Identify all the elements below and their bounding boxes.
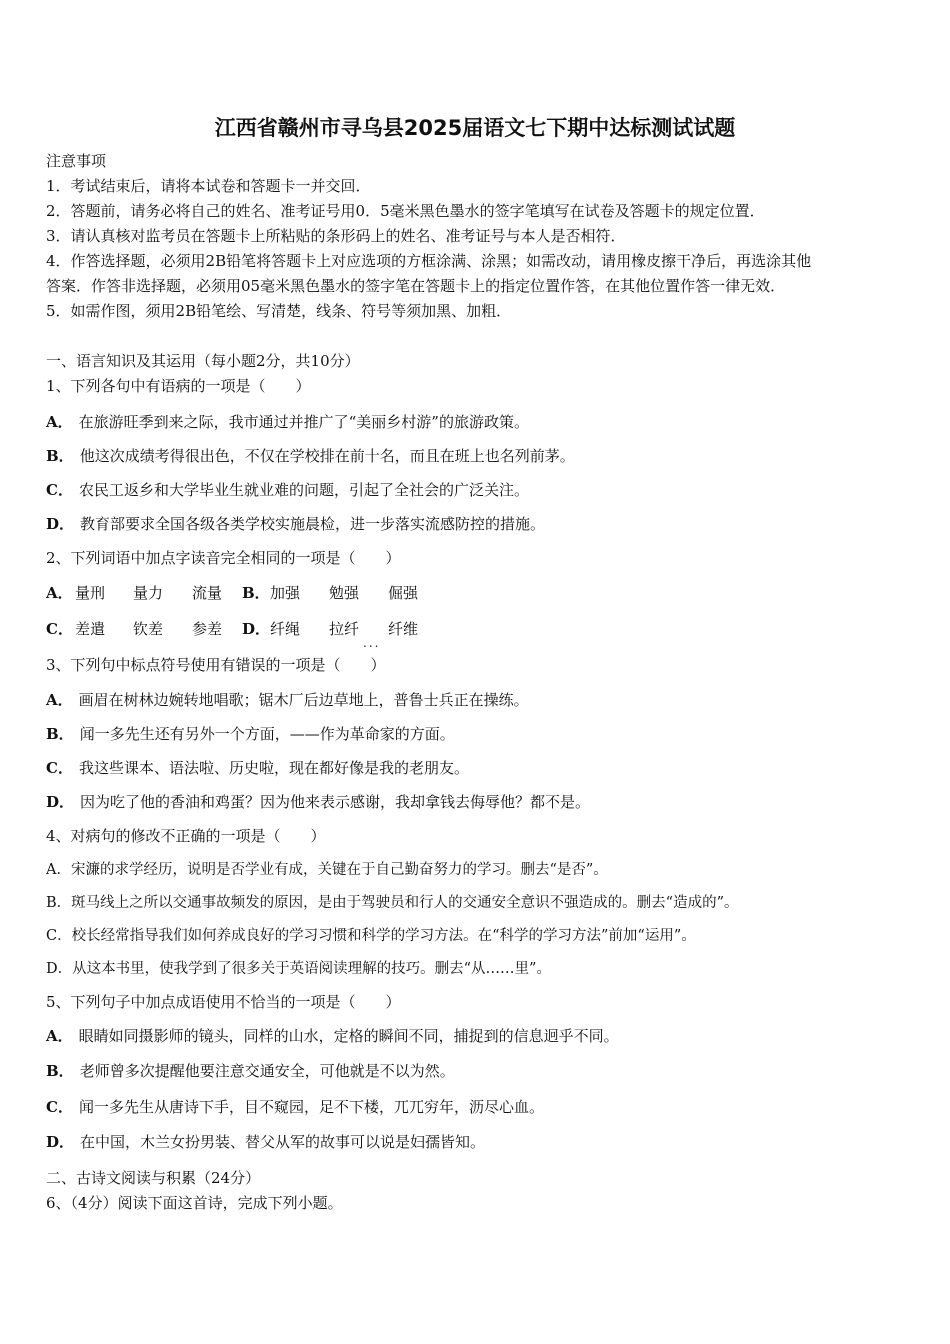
- option-b: B．: [242, 584, 270, 602]
- notice-item: 5．如需作图，须用2B铅笔绘、写清楚，线条、符号等须加黑、加粗．: [46, 302, 512, 320]
- word: 纤维: [388, 620, 419, 638]
- question-stem: 6、（4分）阅读下面这首诗，完成下列小题。: [46, 1194, 343, 1212]
- emphasis-dots: ...: [363, 636, 381, 650]
- option-b: B． 闻一多先生还有另外一个方面，——作为革命家的方面。: [46, 725, 455, 743]
- section-heading: 二、古诗文阅读与积累（24分）: [46, 1169, 261, 1187]
- notice-item: 2．答题前，请务必将自己的姓名、准考证号用0．5毫米黑色墨水的签字笔填写在试卷及答题卡的规定位置．: [46, 202, 765, 220]
- word: 差遣: [75, 620, 106, 638]
- notice-item: 3．请认真核对监考员在答题卡上所粘贴的条形码上的姓名、准考证号与本人是否相符．: [46, 227, 626, 245]
- option-c: C． 闻一多先生从唐诗下手，目不窥园，足不下楼，兀兀穷年，沥尽心血。: [46, 1098, 544, 1116]
- notice-item: 4．作答选择题，必须用2B铅笔将答题卡上对应选项的方框涂满、涂黑；如需改动，请用橡皮擦干净后，再选涂其他: [46, 252, 812, 270]
- section-heading: 一、语言知识及其运用（每小题2分，共10分）: [46, 352, 360, 370]
- option-b: B． 老师曾多次提醒他要注意交通安全，可他就是不以为然。: [46, 1062, 455, 1080]
- option-a: A． 眼睛如同摄影师的镜头，同样的山水，定格的瞬间不同，捕捉到的信息迥乎不同。: [46, 1027, 619, 1045]
- question-stem: 3、下列句中标点符号使用有错误的一项是（ ）: [46, 656, 386, 674]
- word: 倔强: [388, 584, 419, 602]
- word: 钦差: [133, 620, 164, 638]
- word: 拉纤: [329, 620, 360, 638]
- option-d: D．: [242, 620, 271, 638]
- option-d: D． 在中国，木兰女扮男装、替父从军的故事可以说是妇孺皆知。: [46, 1133, 486, 1151]
- notice-item: 1．考试结束后，请将本试卷和答题卡一并交回．: [46, 177, 371, 195]
- option-b: B．斑马线上之所以交通事故频发的原因，是由于驾驶员和行人的交通安全意识不强造成的。删去“造成的”。: [46, 895, 739, 911]
- notice-heading: 注意事项: [46, 152, 107, 170]
- option-b: B． 他这次成绩考得很出色，不仅在学校排在前十名，而且在班上也名列前茅。: [46, 447, 575, 465]
- option-a: A． 在旅游旺季到来之际，我市通过并推广了“美丽乡村游”的旅游政策。: [46, 413, 529, 431]
- option-a: A． 画眉在树林边婉转地唱歌；锯木厂后边草地上，普鲁士兵正在操练。: [46, 691, 529, 709]
- question-stem: 5、下列句子中加点成语使用不恰当的一项是（ ）: [46, 993, 401, 1011]
- option-c: C．校长经常指导我们如何养成良好的学习习惯和科学的学习方法。在“科学的学习方法”前加“运用”。: [46, 928, 696, 944]
- option-d: D．从这本书里，使我学到了很多关于英语阅读理解的技巧。删去“从……里”。: [46, 961, 551, 977]
- word: 加强: [270, 584, 301, 602]
- option-c: C． 我这些课本、语法啦、历史啦，现在都好像是我的老朋友。: [46, 759, 469, 777]
- option-d: D． 教育部要求全国各级各类学校实施晨检，进一步落实流感防控的措施。: [46, 515, 546, 533]
- page-title: 江西省赣州市寻乌县2025届语文七下期中达标测试试题: [214, 116, 736, 140]
- word: 勉强: [329, 584, 360, 602]
- option-c: C． 农民工返乡和大学毕业生就业难的问题，引起了全社会的广泛关注。: [46, 481, 529, 499]
- question-stem: 4、对病句的修改不正确的一项是（ ）: [46, 827, 326, 845]
- option-d: D． 因为吃了他的香油和鸡蛋？因为他来表示感谢，我却拿钱去侮辱他？都不是。: [46, 793, 591, 811]
- option-c: C．: [46, 620, 73, 638]
- question-stem: 1、下列各句中有语病的一项是（ ）: [46, 377, 311, 395]
- word: 量刑: [75, 584, 106, 602]
- word: 纤绳: [270, 620, 301, 638]
- option-a: A．: [46, 584, 73, 602]
- word: 参差: [192, 620, 223, 638]
- word: 流量: [192, 584, 223, 602]
- word: 量力: [133, 584, 164, 602]
- question-stem: 2、下列词语中加点字读音完全相同的一项是（ ）: [46, 549, 401, 567]
- notice-item: 答案．作答非选择题，必须用05毫米黑色墨水的签字笔在答题卡上的指定位置作答，在其他位置作答一律无效．: [46, 277, 786, 295]
- option-a: A．宋濂的求学经历，说明是否学业有成，关键在于自己勤奋努力的学习。删去“是否”。: [46, 862, 608, 878]
